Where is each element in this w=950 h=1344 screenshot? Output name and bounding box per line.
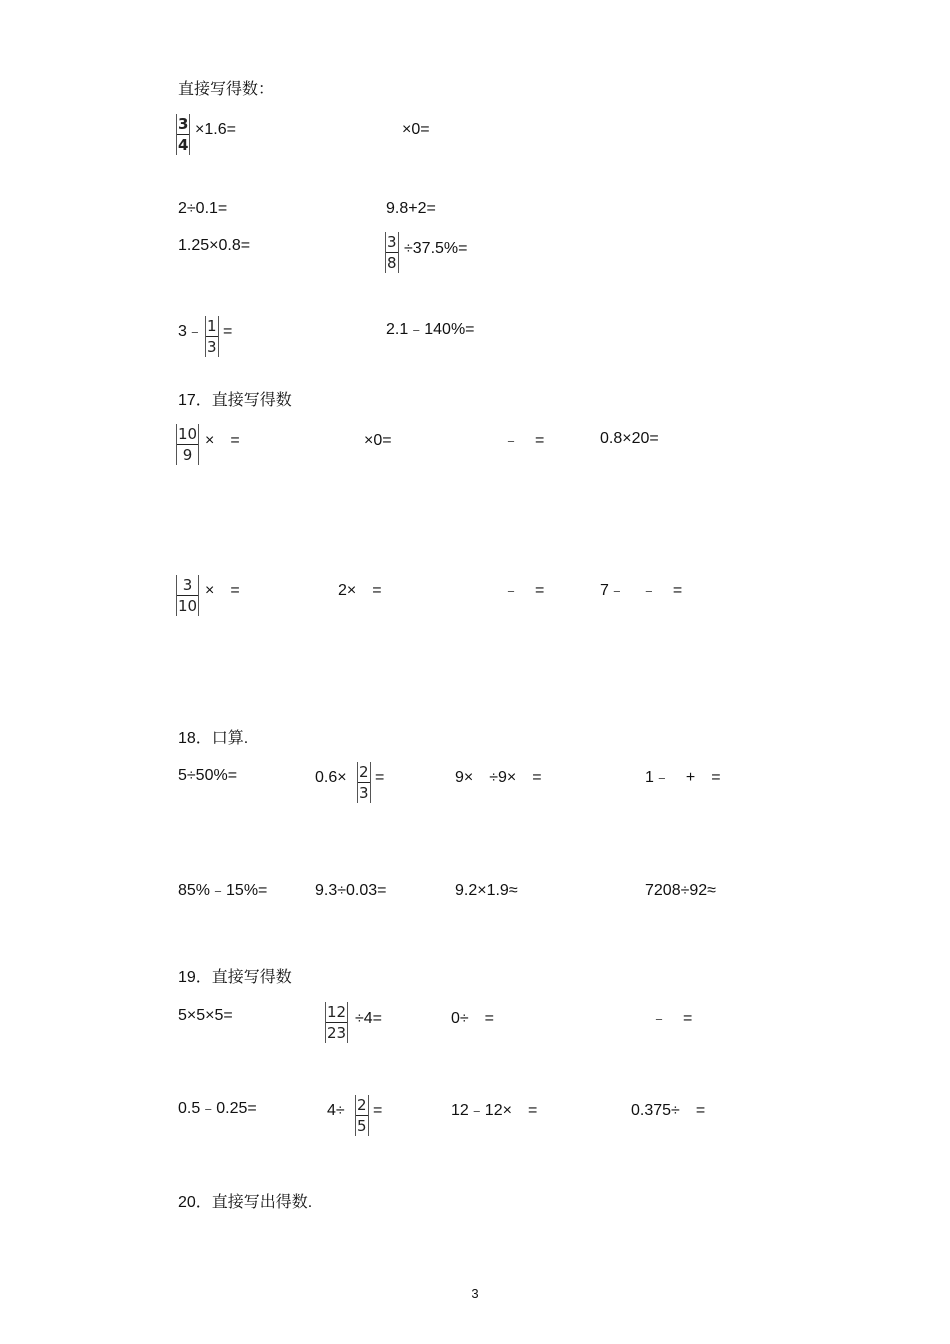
problem-text: 0.8×20= — [600, 430, 659, 447]
problem-text: ×0= — [364, 432, 392, 449]
problem-text: = — [375, 769, 385, 786]
numerator: 3 — [177, 575, 198, 596]
problem-text: ÷4= — [355, 1010, 383, 1027]
problem-text: 0.6× — [315, 769, 347, 786]
denominator: 5 — [357, 1117, 367, 1135]
section-title-19: 19．直接写得数 — [178, 969, 292, 986]
section-title-18: 18．口算. — [178, 730, 249, 747]
problem-text: 9.3÷0.03= — [315, 882, 387, 899]
fraction-10-9 — [176, 424, 199, 465]
numerator: 2 — [357, 1096, 367, 1114]
numerator: 3 — [387, 233, 397, 251]
problem-text: 5÷50%= — [178, 767, 238, 784]
denominator: 8 — [387, 254, 397, 272]
section-title-17: 17．直接写得数 — [178, 392, 292, 409]
problem-text: 4÷ — [327, 1102, 345, 1119]
fraction-2-5 — [355, 1095, 369, 1136]
problem-text: 2.1﹣140%= — [386, 321, 475, 338]
problem-text: × = — [205, 432, 240, 449]
numerator: 2 — [359, 763, 369, 781]
problem-text: 9× ÷9× = — [455, 769, 542, 786]
problem-text: 0.5﹣0.25= — [178, 1100, 257, 1117]
fraction-3-10 — [176, 575, 199, 616]
problem-text: 2÷0.1= — [178, 200, 228, 217]
problem-text: 9.8+2= — [386, 200, 436, 217]
problem-text: 9.2×1.9≈ — [455, 882, 518, 899]
problem-text: 85%﹣15%= — [178, 882, 268, 899]
numerator: 1 — [207, 317, 217, 335]
problem-text: 7﹣ ﹣ = — [600, 582, 683, 599]
numerator: 10 — [178, 425, 198, 443]
problem-text: 3﹣ — [178, 323, 203, 340]
page-number: 3 — [471, 1286, 479, 1301]
problem-text: × = — [205, 582, 240, 599]
problem-text: ÷37.5%= — [404, 240, 468, 257]
fraction-3-4 — [176, 114, 190, 155]
problem-text: 5×5×5= — [178, 1007, 233, 1024]
problem-text: 2× = — [338, 582, 382, 599]
denominator: 23 — [327, 1024, 347, 1042]
fraction-2-3 — [357, 762, 371, 803]
problem-text: 7208÷92≈ — [645, 882, 716, 899]
section-title-20: 20．直接写出得数. — [178, 1194, 313, 1211]
problem-text: = — [223, 323, 233, 340]
problem-text: 1.25×0.8= — [178, 237, 251, 254]
denominator: 10 — [178, 597, 198, 615]
denominator: 4 — [178, 136, 189, 154]
problem-text: 0.375÷ = — [631, 1102, 706, 1119]
problem-text: 12﹣12× = — [451, 1102, 538, 1119]
problem-text: 0÷ = — [451, 1010, 495, 1027]
numerator: 12 — [327, 1003, 347, 1021]
problem-text: ×1.6= — [195, 121, 236, 138]
problem-text: ﹣ = — [503, 432, 545, 449]
denominator: 9 — [182, 446, 193, 464]
fraction-3-8 — [385, 232, 399, 273]
denominator: 3 — [207, 338, 217, 356]
problem-text: = — [373, 1102, 383, 1119]
problem-text: ﹣ = — [651, 1010, 693, 1027]
fraction-1-3 — [205, 316, 219, 357]
fraction-12-23 — [325, 1002, 348, 1043]
problem-text: 1﹣ + = — [645, 769, 721, 786]
problem-text: ﹣ = — [503, 582, 545, 599]
problem-text: ×0= — [402, 121, 430, 138]
section-title-intro: 直接写得数： — [178, 81, 275, 98]
numerator: 3 — [178, 115, 189, 133]
denominator: 3 — [359, 784, 369, 802]
